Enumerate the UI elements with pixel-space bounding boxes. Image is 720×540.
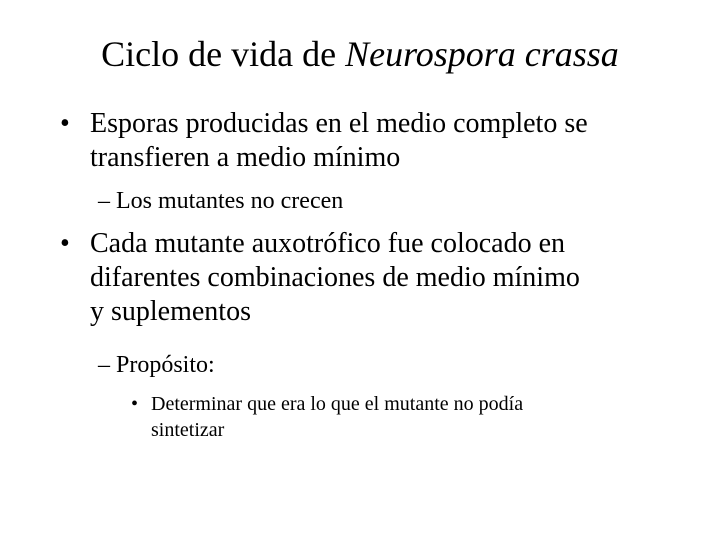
bullet-2-line-1: Cada mutante auxotrófico fue colocado en xyxy=(90,228,566,259)
bullet-1-text xyxy=(90,107,588,175)
bullet-1-line-2: transfieren a medio mínimo xyxy=(90,142,401,173)
bullet-2-subsub-text xyxy=(151,391,523,443)
bullet-2-sub-marker: – xyxy=(98,352,110,378)
bullet-2-subsub-line-1: Determinar que era lo que el mutante no podía xyxy=(151,393,524,415)
bullet-1 xyxy=(60,107,700,175)
bullet-1-sub-text: Los mutantes no crecen xyxy=(116,188,344,214)
title-prefix: Ciclo de vida de xyxy=(101,34,346,74)
bullet-1-sub xyxy=(98,186,343,216)
bullet-2-line-3: y suplementos xyxy=(90,296,251,327)
bullet-1-line-1: Esporas producidas en el medio completo se xyxy=(90,108,588,139)
bullet-2-sub xyxy=(98,350,215,380)
title-species: Neurospora crassa xyxy=(345,34,619,74)
bullet-2-line-2: difarentes combinaciones de medio mínimo xyxy=(90,262,580,293)
bullet-2 xyxy=(60,227,700,329)
bullet-2-text xyxy=(90,227,580,329)
bullet-2-marker: • xyxy=(60,228,70,259)
bullet-2-sub-text: Propósito: xyxy=(116,352,215,378)
bullet-2-subsub-line-2: sintetizar xyxy=(151,419,225,441)
bullet-1-marker: • xyxy=(60,108,70,139)
slide-title xyxy=(0,30,720,78)
bullet-2-subsub xyxy=(131,391,691,445)
bullet-1-sub-marker: – xyxy=(98,188,110,214)
bullet-2-subsub-marker: • xyxy=(131,393,139,415)
